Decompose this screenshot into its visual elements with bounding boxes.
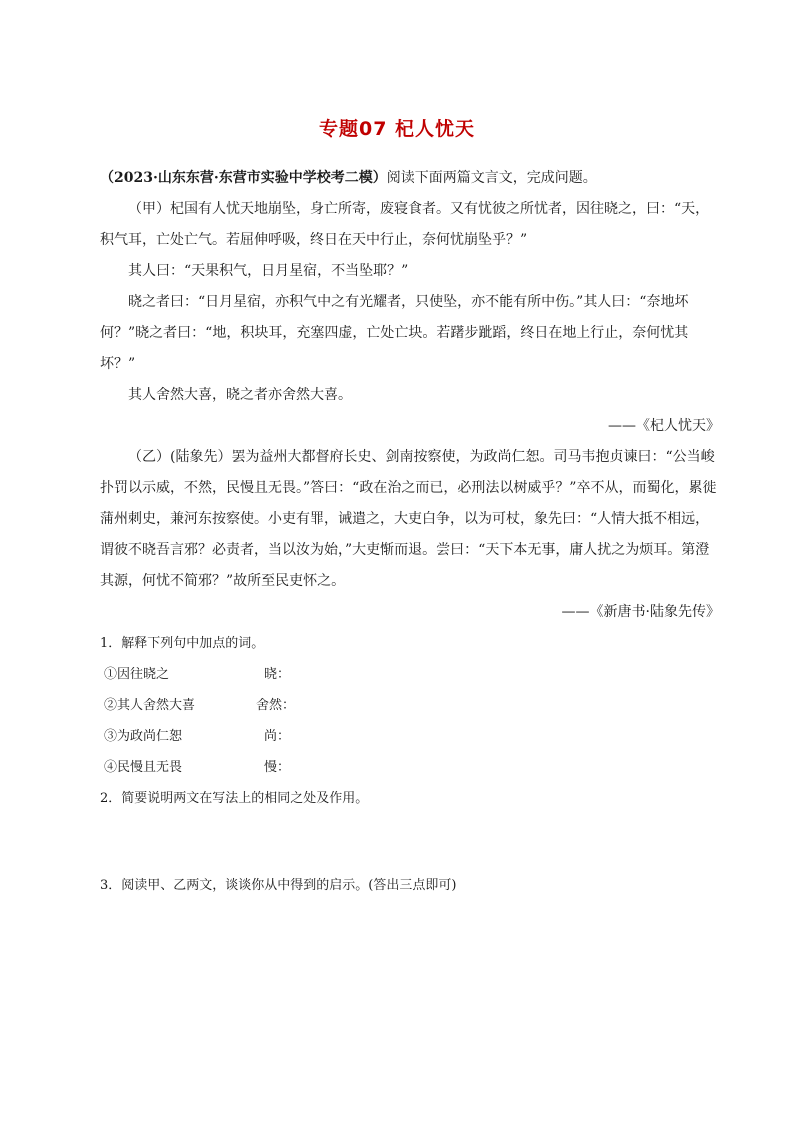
passage-a-paragraph-4: 其人舍然大喜，晓之者亦舍然大喜。 [128,387,352,403]
intro-line [100,163,720,194]
question-3: 3．阅读甲、乙两文，谈谈你从中得到的启示。(答出三点即可) [100,878,457,893]
item-word: 尚： [264,729,291,744]
item-sentence: ②其人舍然大喜 [104,698,196,713]
instruction-text: 阅读下面两篇文言文，完成问题。 [386,170,597,186]
question-1: 1．解释下列句中加点的词。 [100,636,265,651]
passage-a-paragraph-1: （甲）杞国有人忧天地崩坠，身亡所寄，废寝食者。又有忧彼之所忧者，因往晓之，曰：“天，积气耳，亡处亡气。若屈伸呼吸，终日在天中行止，奈何忧崩坠乎？” [100,201,710,248]
passage-a-paragraph-3: 晓之者曰：“日月星宿，亦积气中之有光耀者，只使坠，亦不能有所中伤。”其人曰：“奈地坏何？”晓之者曰：“地，积块耳，充塞四虚，亡处亡块。若躇步跐蹈，终日在地上行止，奈何忧其坏？” [100,294,689,372]
question-2: 2．简要说明两文在写法上的相同之处及作用。 [100,791,369,806]
item-word: 慢： [264,760,291,775]
passage-b-paragraph: （乙）(陆象先）罢为益州大都督府长史、剑南按察使，为政尚仁恕。司马韦抱贞谏曰：“公当峻扑罚以示威，不然，民慢且无畏。”答曰：“政在治之而已，必刑法以树威乎？”卒不从，而蜀化，累徙蒲州刺史，兼河东按察使。小吏有罪，诫遣之，大吏白争，以为可杖，象先曰：“人情大抵不相远，谓彼不晓吾言邪？必责者，当以汝为始，”大吏惭而退。尝曰：“天下本无事，庸人扰之为烦耳。第澄其源，何忧不简邪？”故所至民吏怀之。 [100,449,717,589]
item-word: 舍然： [256,698,296,713]
question-1-item [100,690,720,721]
question-1-item [100,659,720,690]
exam-source: （2023·山东东营·东营市实验中学校考二模） [100,170,387,186]
item-word: 晓： [264,667,291,682]
page-title: 专题07 杞人忧天 [318,118,476,140]
item-sentence: ③为政尚仁恕 [104,729,183,744]
item-sentence: ①因往晓之 [104,667,170,682]
answer-space [100,814,720,870]
passage-a-paragraph-2: 其人曰：“天果积气，日月星宿，不当坠耶？” [128,263,409,279]
question-1-item [100,752,720,783]
question-1-item [100,721,720,752]
passage-a-citation: ——《杞人忧天》 [608,418,720,434]
item-sentence: ④民慢且无畏 [104,760,183,775]
passage-b-citation: ——《新唐书·陆象先传》 [561,604,720,620]
document-body [100,163,720,901]
